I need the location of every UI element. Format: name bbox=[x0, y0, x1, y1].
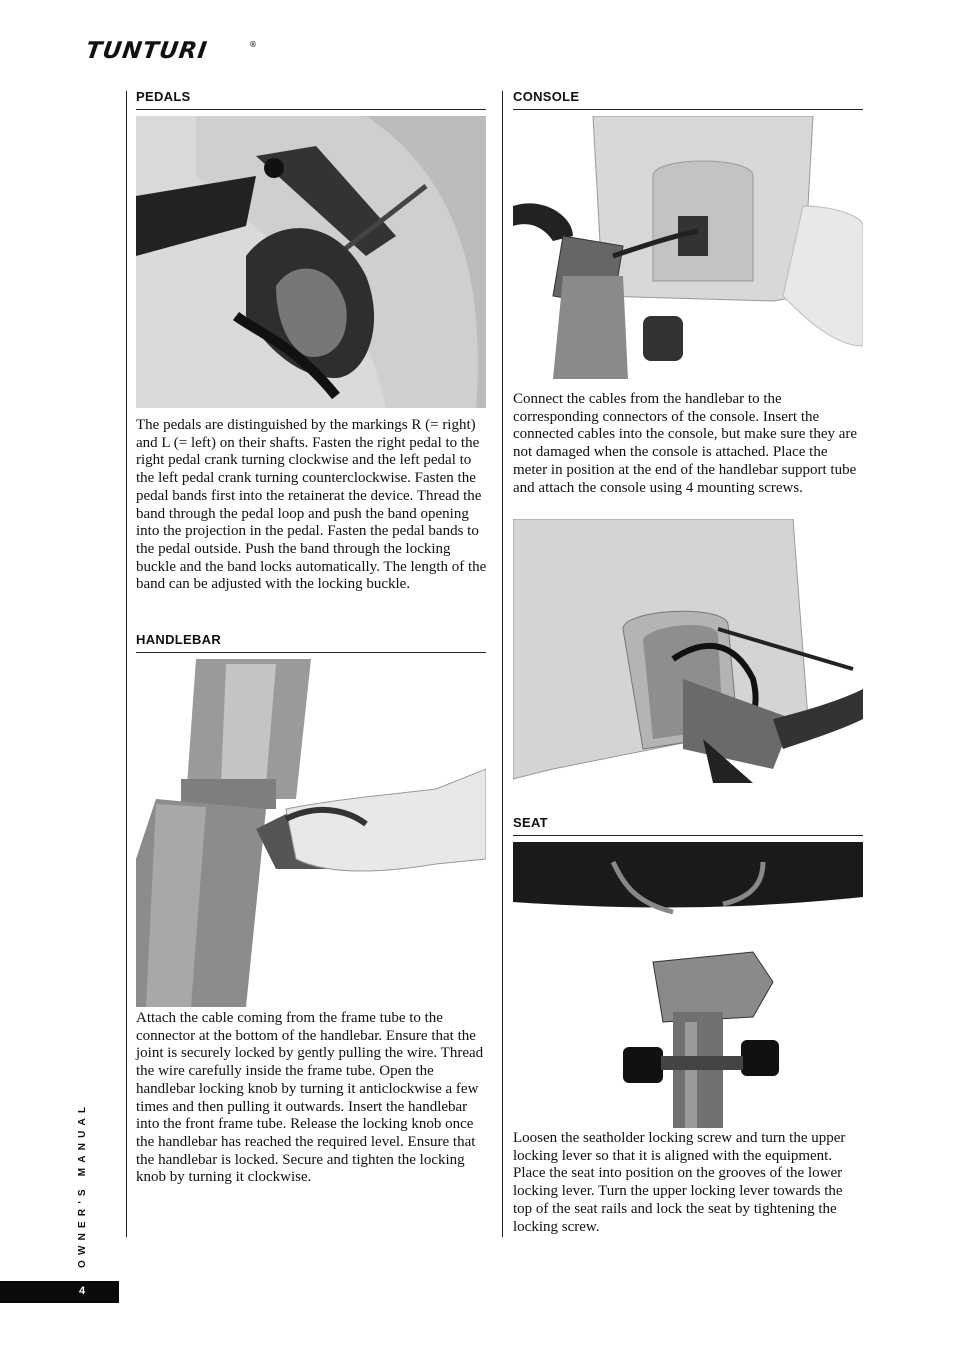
handlebar-text: Attach the cable coming from the frame tube to the connector at the bottom of the handlebar. Ensure that the joint is securely locked by gently pulling the wire. Thread the wire carefully inside the frame tube. Open the handlebar locking knob by turning it anticlockwise a few times and then pulling it outwards. Insert the handlebar into the front frame tube. Release the locking knob once the handlebar has reached the required level. Ensure that the handlebar is locked. Secure and tighten the locking knob by turning it clockwise. bbox=[136, 1010, 484, 1186]
page-number-box bbox=[0, 1281, 119, 1303]
console-text: Connect the cables from the handlebar to the corresponding connectors of the console. Insert the connected cables into the console, but make sure they are not damaged when the console is attached. Place the meter in position at the end of the handlebar support tube and attach the console using 4 mounting screws. bbox=[513, 391, 858, 496]
console-photo-cables bbox=[513, 116, 863, 379]
console-photo-screws bbox=[513, 519, 863, 783]
page-number: 4 bbox=[79, 1285, 86, 1297]
brand-logo: TUNTURI bbox=[84, 38, 210, 64]
owners-manual-label: OWNER'S MANUAL bbox=[77, 1101, 88, 1268]
handlebar-heading: HANDLEBAR bbox=[136, 632, 486, 653]
middle-column-rule bbox=[502, 91, 503, 1237]
registered-mark: ® bbox=[249, 40, 257, 49]
seat-text: Loosen the seatholder locking screw and turn the upper locking lever so that it is aligned with the equipment. Place the seat into position on the grooves of the lower locking lever. Turn the upper locking lever towards the top of the seat rails and lock the seat by tightening the locking screw. bbox=[513, 1130, 846, 1235]
seat-heading: SEAT bbox=[513, 815, 863, 836]
handlebar-photo bbox=[136, 659, 486, 1009]
left-column-rule bbox=[126, 91, 127, 1237]
pedals-photo bbox=[136, 116, 486, 408]
pedals-heading: PEDALS bbox=[136, 89, 486, 110]
seat-photo bbox=[513, 842, 863, 1128]
console-heading: CONSOLE bbox=[513, 89, 863, 110]
pedals-text: The pedals are distinguished by the markings R (= right) and L (= left) on their shafts. Fasten the right pedal to the right pedal crank turning clockwise and the left pedal to the left pedal crank turning counterclockwise. Fasten the pedal bands first into the retainerat the device. Thread the band through the pedal loop and push the band opening into the projection in the pedal. Fasten the pedal bands to the pedal outside. Push the band through the locking buckle and the band locks automatically. The length of the band can be adjusted with the locking buckle. bbox=[136, 417, 487, 593]
